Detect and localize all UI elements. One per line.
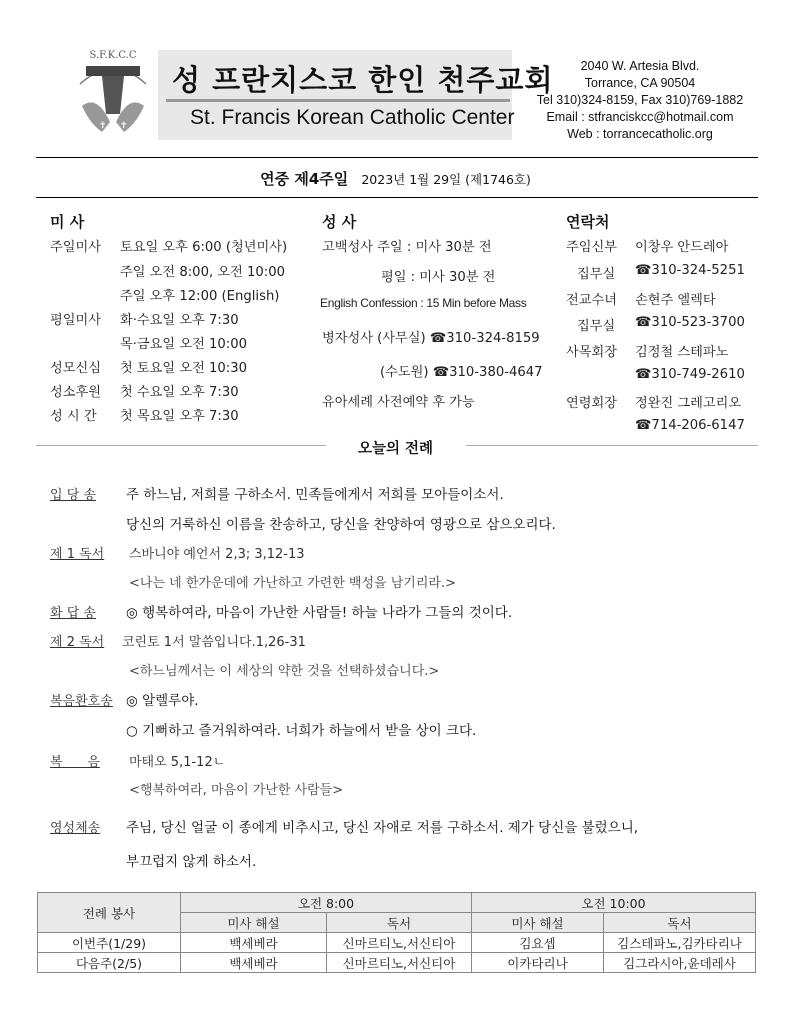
svg-text:✝: ✝ xyxy=(120,121,128,131)
phone-fax: Tel 310)324-8159, Fax 310)769-1882 xyxy=(536,93,744,107)
acclamation-label: 복음환호송 xyxy=(50,694,113,709)
mass-label-marian: 성모신심 xyxy=(50,361,101,376)
logo-text: S.F.K.C.C xyxy=(89,50,137,61)
mass-label-weekday: 평일미사 xyxy=(50,313,101,328)
parish-title-korean: 성 프란치스코 한인 천주교회 xyxy=(172,63,554,97)
subheader-reading: 독서 xyxy=(604,913,756,933)
issue-divider xyxy=(36,197,758,198)
sunday-title: 연중 제4주일 xyxy=(260,170,349,188)
subheader-commentary: 미사 해설 xyxy=(472,913,604,933)
address-line-1: 2040 W. Artesia Blvd. xyxy=(580,59,700,73)
mass-heading: 미 사 xyxy=(50,213,85,231)
table-row xyxy=(38,953,756,973)
mass-value: 첫 수요일 오후 7:30 xyxy=(120,385,239,400)
liturgy-service-table xyxy=(37,892,756,973)
commentary-10am: 김요셉 xyxy=(472,933,604,953)
sacraments-heading: 성 사 xyxy=(322,213,357,231)
contact-value: ☎714-206-6147 xyxy=(635,418,745,433)
time-header-8am: 오전 8:00 xyxy=(181,893,472,913)
address-line-2: Torrance, CA 90504 xyxy=(584,76,696,90)
communion-antiphon-1: 주님, 당신 얼굴 이 종에게 비추시고, 당신 자애로 저를 구하소서. 제가 당신을 불렀으니, xyxy=(126,820,639,836)
commentary-8am: 백세베라 xyxy=(181,953,327,973)
contact-label: 집무실 xyxy=(577,267,616,282)
confession-weekday: 평일 : 미사 30분 전 xyxy=(381,270,496,285)
acclamation-1: ◎ 알렐루야. xyxy=(126,693,199,709)
contact-block xyxy=(534,58,746,143)
website[interactable]: Web : torrancecatholic.org xyxy=(567,127,713,141)
table-row xyxy=(38,933,756,953)
gospel-label: 복 음 xyxy=(50,755,100,770)
contact-label: 전교수녀 xyxy=(566,293,617,308)
infant-baptism: 유아세례 사전예약 후 가능 xyxy=(322,395,475,410)
entrance-antiphon-1: 주 하느님, 저희를 구하소서. 민족들에게서 저희를 모아들이소서. xyxy=(126,487,504,503)
mass-value: 토요일 오후 6:00 (청년미사) xyxy=(120,240,288,255)
liturgy-heading: 오늘의 전례 xyxy=(357,441,434,457)
reading-10am: 김스테파노,김카타리나 xyxy=(604,933,756,953)
parish-title-english: St. Francis Korean Catholic Center xyxy=(190,106,515,129)
contact-value: ☎310-749-2610 xyxy=(635,367,745,382)
contact-value: ☎310-523-3700 xyxy=(635,315,745,330)
mass-value: 주일 오전 8:00, 오전 10:00 xyxy=(120,265,286,280)
entrance-antiphon-2: 당신의 거룩하신 이름을 찬송하고, 당신을 찬양하여 영광으로 삼으오리다. xyxy=(126,517,556,533)
parish-logo xyxy=(72,44,154,142)
mass-label-vocation: 성소후원 xyxy=(50,385,101,400)
email[interactable]: Email : stfranciskcc@hotmail.com xyxy=(546,110,734,124)
reading1-summary: <나는 네 한가운데에 가난하고 가련한 백성을 남기리라.> xyxy=(129,576,456,591)
mass-value: 첫 목요일 오후 7:30 xyxy=(120,409,239,424)
contact-value: 이창우 안드레아 xyxy=(635,240,729,255)
gospel-summary: <행복하여라, 마음이 가난한 사람들> xyxy=(129,783,344,798)
contact-value: 김정철 스테파노 xyxy=(635,345,729,360)
top-divider xyxy=(36,157,758,158)
reading2-label: 제 2 독서 xyxy=(50,635,105,650)
psalm-label: 화 답 송 xyxy=(50,606,96,621)
gospel-reference: 마태오 5,1-12ㄴ xyxy=(129,755,226,770)
subheader-commentary: 미사 해설 xyxy=(181,913,327,933)
contacts-heading: 연락처 xyxy=(566,213,610,231)
contact-value: 손현주 엘렉타 xyxy=(635,293,716,308)
contact-label: 사목회장 xyxy=(566,345,617,360)
commentary-10am: 이카타리나 xyxy=(472,953,604,973)
title-divider xyxy=(166,99,510,102)
english-confession: English Confession : 15 Min before Mass xyxy=(320,296,527,310)
communion-antiphon-2: 부끄럽지 않게 하소서. xyxy=(126,854,257,870)
week-cell: 이번주(1/29) xyxy=(38,933,181,953)
mass-value: 주일 오후 12:00 (English) xyxy=(120,289,280,304)
contact-label: 집무실 xyxy=(577,319,616,334)
reading-8am: 신마르티노,서신티아 xyxy=(327,953,472,973)
subheader-reading: 독서 xyxy=(327,913,472,933)
issue-date: 2023년 1월 29일 (제1746호) xyxy=(361,172,531,187)
contact-label: 주임신부 xyxy=(566,240,617,255)
psalm-response: ◎ 행복하여라, 마음이 가난한 사람들! 하늘 나라가 그들의 것이다. xyxy=(126,605,513,621)
confession-sunday: 고백성사 주일 : 미사 30분 전 xyxy=(322,240,492,255)
reading-8am: 신마르티노,서신티아 xyxy=(327,933,472,953)
svg-text:✝: ✝ xyxy=(99,121,107,131)
reading2-reference: 코린토 1서 말씀입니다.1,26-31 xyxy=(122,635,306,650)
issue-line xyxy=(0,168,791,189)
anointing-office: 병자성사 (사무실) ☎310-324-8159 xyxy=(322,331,540,346)
commentary-8am: 백세베라 xyxy=(181,933,327,953)
week-cell: 다음주(2/5) xyxy=(38,953,181,973)
time-header-10am: 오전 10:00 xyxy=(472,893,756,913)
reading-10am: 김그라시아,윤데레사 xyxy=(604,953,756,973)
reading2-summary: <하느님께서는 이 세상의 약한 것을 선택하셨습니다.> xyxy=(129,664,440,679)
reading1-reference: 스바니야 예언서 2,3; 3,12-13 xyxy=(129,547,305,562)
mass-label-sunday: 주일미사 xyxy=(50,240,101,255)
reading1-label: 제 1 독서 xyxy=(50,547,105,562)
entrance-label: 입 당 송 xyxy=(50,488,96,503)
contact-label: 연령회장 xyxy=(566,396,617,411)
mass-value: 첫 토요일 오전 10:30 xyxy=(120,361,248,376)
mass-label-holy-hour: 성 시 간 xyxy=(50,409,97,424)
mass-value: 목·금요일 오전 10:00 xyxy=(120,337,248,352)
anointing-convent: (수도원) ☎310-380-4647 xyxy=(380,365,543,380)
contact-value: 정완진 그레고리오 xyxy=(635,396,742,411)
table-title: 전례 봉사 xyxy=(38,893,181,933)
acclamation-2: ○ 기뻐하고 즐거워하여라. 너희가 하늘에서 받을 상이 크다. xyxy=(126,723,477,739)
contact-value: ☎310-324-5251 xyxy=(635,263,745,278)
mass-value: 화·수요일 오후 7:30 xyxy=(120,313,239,328)
communion-label: 영성체송 xyxy=(50,821,101,836)
